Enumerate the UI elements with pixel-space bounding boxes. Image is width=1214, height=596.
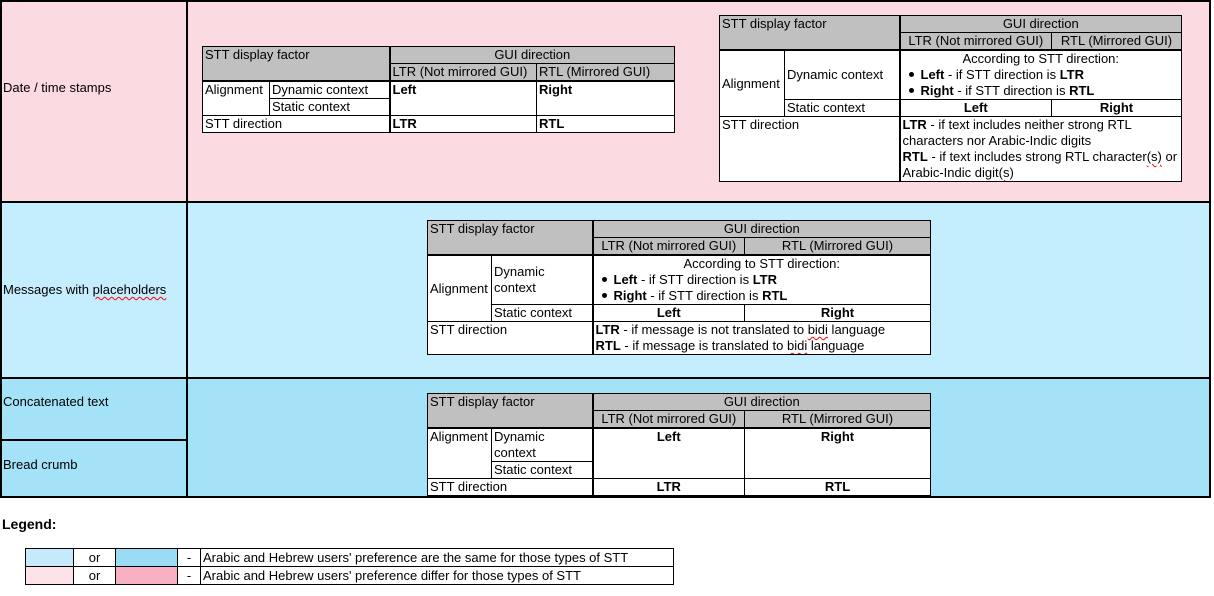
cell-rtl-alignment: Right bbox=[745, 428, 931, 479]
cell-rtl-direction: RTL bbox=[745, 479, 931, 496]
legend-swatch-light-blue bbox=[26, 549, 74, 567]
cell-alignment: Alignment bbox=[720, 50, 785, 117]
datetime-detail-table bbox=[719, 15, 1182, 182]
misspelled-word: placeholders bbox=[92, 282, 167, 297]
legend-row-same bbox=[26, 549, 674, 567]
bullet-right-rule: Right - if STT direction is RTL bbox=[903, 83, 1180, 99]
cell-ltr-direction: LTR bbox=[593, 479, 745, 496]
cell-dynamic-rule bbox=[900, 50, 1182, 100]
row-label-date-time-stamps: Date / time stamps bbox=[3, 80, 112, 95]
bullet-icon bbox=[602, 277, 607, 282]
row-label-bread-crumb: Bread crumb bbox=[3, 457, 78, 472]
datetime-simple-table bbox=[202, 46, 675, 133]
legend-swatch-dark-blue bbox=[116, 549, 178, 567]
cell-stt-direction: STT direction bbox=[428, 322, 593, 355]
cell-dynamic-context: Dynamic context bbox=[270, 81, 390, 99]
bullet-right-rule: Right - if STT direction is RTL bbox=[596, 288, 929, 304]
legend-dash: - bbox=[178, 567, 201, 585]
cell-static-context: Static context bbox=[492, 305, 593, 322]
cell-static-rtl: Right bbox=[745, 305, 931, 322]
header-rtl-gui: RTL (Mirrored GUI) bbox=[745, 411, 931, 429]
header-gui-direction: GUI direction bbox=[900, 16, 1182, 33]
cell-dynamic-context: Dynamic context bbox=[785, 50, 900, 100]
cell-stt-direction: STT direction bbox=[428, 479, 593, 496]
header-gui-direction: GUI direction bbox=[593, 394, 931, 411]
rtl-rule-line: RTL - if text includes strong RTL character(s) or Arabic-Indic digit(s) bbox=[902, 149, 1178, 180]
cell-ltr-alignment: Left bbox=[593, 428, 745, 479]
section-divider-2 bbox=[0, 377, 1211, 379]
cell-dynamic-context: Dynamic context bbox=[492, 428, 593, 462]
bullet-left-rule: Left - if STT direction is LTR bbox=[903, 67, 1180, 83]
header-stt-display-factor: STT display factor bbox=[203, 47, 390, 82]
bullet-icon bbox=[909, 88, 914, 93]
header-rtl-gui: RTL (Mirrored GUI) bbox=[745, 238, 931, 256]
cell-stt-direction: STT direction bbox=[203, 116, 390, 133]
cell-ltr-alignment: Left bbox=[390, 81, 537, 116]
header-ltr-gui: LTR (Not mirrored GUI) bbox=[390, 64, 537, 82]
header-rtl-gui: RTL (Mirrored GUI) bbox=[537, 64, 675, 82]
cell-static-context: Static context bbox=[785, 100, 900, 117]
ltr-rule-line: LTR - if message is not translated to bidi language bbox=[595, 322, 886, 337]
bullet-icon bbox=[909, 72, 914, 77]
header-stt-display-factor: STT display factor bbox=[428, 394, 593, 429]
cell-alignment: Alignment bbox=[428, 428, 492, 479]
header-ltr-gui: LTR (Not mirrored GUI) bbox=[593, 411, 745, 429]
cell-static-context: Static context bbox=[270, 99, 390, 116]
cell-static-context: Static context bbox=[492, 462, 593, 479]
cell-static-ltr: Left bbox=[900, 100, 1052, 117]
bullet-icon bbox=[602, 293, 607, 298]
legend-or: or bbox=[74, 549, 116, 567]
cell-static-ltr: Left bbox=[593, 305, 745, 322]
header-stt-display-factor: STT display factor bbox=[428, 221, 593, 256]
messages-detail-table bbox=[427, 220, 931, 355]
rtl-rule-line: RTL - if message is translated to bidi language bbox=[595, 338, 865, 353]
row-label-messages-with-placeholders: Messages with placeholders bbox=[3, 282, 167, 297]
cell-stt-direction: STT direction bbox=[720, 117, 900, 182]
header-gui-direction: GUI direction bbox=[390, 47, 675, 64]
cell-ltr-direction: LTR bbox=[390, 116, 537, 133]
legend-text-same: Arabic and Hebrew users' preference are the same for those types of STT bbox=[201, 549, 674, 567]
legend-dash: - bbox=[178, 549, 201, 567]
ltr-rule-line: LTR - if text includes neither strong RTL characters nor Arabic-Indic digits bbox=[902, 117, 1132, 148]
cell-static-rtl: Right bbox=[1052, 100, 1182, 117]
bullet-left-rule: Left - if STT direction is LTR bbox=[596, 272, 929, 288]
concat-breadcrumb-table bbox=[427, 393, 931, 496]
header-stt-display-factor: STT display factor bbox=[720, 16, 900, 51]
cell-direction-rule bbox=[593, 322, 931, 355]
label-column-divider bbox=[186, 0, 188, 498]
header-ltr-gui: LTR (Not mirrored GUI) bbox=[593, 238, 745, 256]
according-line: According to STT direction: bbox=[683, 256, 841, 271]
cell-direction-rule bbox=[900, 117, 1182, 182]
legend-swatch-light-pink bbox=[26, 567, 74, 585]
legend-or: or bbox=[74, 567, 116, 585]
cell-rtl-alignment: Right bbox=[537, 81, 675, 116]
concat-bread-divider bbox=[0, 439, 188, 441]
cell-alignment: Alignment bbox=[428, 255, 492, 322]
legend-swatch-dark-pink bbox=[116, 567, 178, 585]
cell-dynamic-context: Dynamic context bbox=[492, 255, 593, 305]
cell-alignment: Alignment bbox=[203, 81, 270, 116]
legend-title: Legend: bbox=[2, 516, 57, 532]
cell-rtl-direction: RTL bbox=[537, 116, 675, 133]
cell-dynamic-rule bbox=[593, 255, 931, 305]
header-gui-direction: GUI direction bbox=[593, 221, 931, 238]
legend-text-differ: Arabic and Hebrew users' preference differ for those types of STT bbox=[201, 567, 674, 585]
section-divider-1 bbox=[0, 201, 1211, 203]
legend-row-differ bbox=[26, 567, 674, 585]
header-ltr-gui: LTR (Not mirrored GUI) bbox=[900, 33, 1052, 51]
legend-table bbox=[25, 548, 674, 585]
header-rtl-gui: RTL (Mirrored GUI) bbox=[1052, 33, 1182, 51]
according-line: According to STT direction: bbox=[962, 51, 1120, 66]
row-label-concatenated-text: Concatenated text bbox=[3, 394, 109, 409]
